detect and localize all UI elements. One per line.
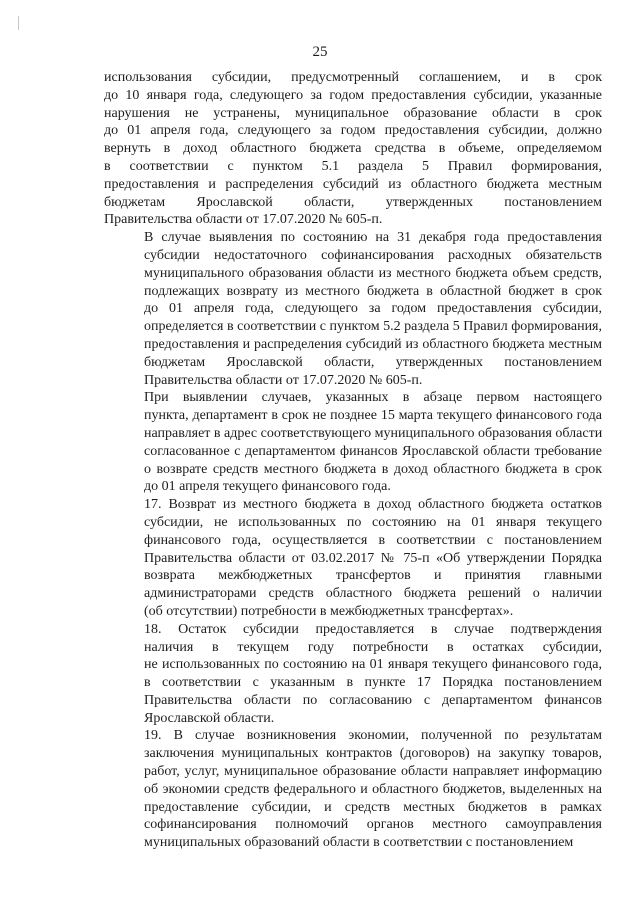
text-line: Правительства области от 17.07.2020 № 605-п.: [144, 372, 423, 388]
text-line: администраторами средств областного бюджета решений о наличии: [144, 586, 602, 602]
text-line: предоставления и распределения субсидий из областного бюджета местным: [104, 176, 602, 192]
text-line: использования субсидии, предусмотренный соглашением, и в срок: [104, 70, 602, 85]
scanner-side-mark: [626, 835, 634, 895]
text-line: подлежащих возврату из местного бюджета в областной бюджет в срок: [144, 283, 602, 299]
text-line: в соответствии с указанным в пункте 17 Порядка постановлением: [144, 675, 602, 691]
text-line: до 10 января года, следующего за годом предоставления субсидии, указанные: [104, 87, 602, 103]
paragraph: [104, 727, 602, 852]
text-line: 18. Остаток субсидии предоставляется в случае подтверждения: [144, 621, 602, 637]
text-line: о возврате средств местного бюджета в доход областного бюджета в срок: [144, 461, 602, 477]
text-line: возврата межбюджетных трансфертов и принятия главными: [144, 568, 602, 584]
text-line: согласованное с департаментом финансов Ярославской области требование: [144, 443, 602, 459]
text-line: Ярославской области.: [144, 710, 275, 726]
text-line: финансового года, осуществляется в соответствии с постановлением: [144, 532, 602, 548]
text-line: бюджетам Ярославской области, утвержденных постановлением: [144, 354, 602, 370]
text-line: до 01 апреля года, следующего за годом предоставления субсидии, должно: [104, 123, 602, 139]
paragraph: [104, 496, 602, 621]
document-body: [104, 69, 602, 852]
text-line: 17. Возврат из местного бюджета в доход областного бюджета остатков: [144, 497, 602, 513]
text-line: муниципальных образований области в соответствии с постановлением: [144, 835, 574, 851]
text-line: нарушения не устранены, муниципальное образование области в срок: [104, 105, 602, 121]
text-line: предоставление субсидии, и средств местных бюджетов в рамках: [144, 799, 602, 815]
text-line: софинансирования полномочий органов местного самоуправления: [144, 817, 602, 833]
text-line: определяется в соответствии с пунктом 5.2 раздела 5 Правил формирования,: [144, 319, 602, 335]
text-line: в соответствии с пунктом 5.1 раздела 5 Правил формирования,: [104, 158, 602, 174]
text-line: Правительства области от 17.07.2020 № 605-п.: [104, 212, 383, 228]
text-line: работ, услуг, муниципальное образование области направляет информацию: [144, 764, 602, 780]
paragraph: [104, 389, 602, 496]
text-line: направляет в адрес соответствующего муниципального образования области: [144, 425, 603, 441]
text-line: не использованных по состоянию на 01 января текущего финансового года,: [144, 657, 602, 673]
text-line: Правительства области от 03.02.2017 № 75-п «Об утверждении Порядка: [144, 550, 602, 566]
text-line: предоставления и распределения субсидий из областного бюджета местным: [144, 336, 602, 352]
text-line: 19. В случае возникновения экономии, полученной по результатам: [144, 728, 602, 744]
text-line: субсидии, не использованных по состоянию на 01 января текущего: [144, 514, 602, 530]
text-line: пункта, департамент в срок не позднее 15 марта текущего финансового года: [144, 408, 602, 424]
text-line: наличия в текущем году потребности в остатках субсидии,: [144, 639, 602, 655]
text-line: (об отсутствии) потребности в межбюджетных трансфертах».: [144, 603, 514, 619]
scan-artifact: [18, 16, 19, 30]
text-line: заключения муниципальных контрактов (договоров) на закупку товаров,: [144, 746, 602, 762]
text-line: При выявлении случаев, указанных в абзаце первом настоящего: [144, 390, 602, 406]
page-number: 25: [312, 44, 328, 60]
text-line: В случае выявления по состоянию на 31 декабря года предоставления: [144, 230, 602, 246]
text-line: до 01 апреля текущего финансового года.: [144, 479, 391, 495]
paragraph: [104, 621, 602, 728]
text-line: муниципального образования области из местного бюджета объем средств,: [144, 265, 602, 281]
text-line: об экономии средств федерального и областного бюджетов, выделенных на: [144, 781, 602, 797]
paragraph: [104, 229, 602, 389]
text-line: вернуть в доход областного бюджета средства в объеме, определяемом: [104, 141, 602, 157]
text-line: до 01 апреля года, следующего за годом предоставления субсидии,: [144, 301, 602, 317]
paragraph: [104, 69, 602, 229]
text-line: бюджетам Ярославской области, утвержденных постановлением: [104, 194, 602, 210]
text-line: субсидии недостаточного софинансирования расходных обязательств: [144, 247, 602, 263]
text-line: Правительства области по согласованию с департаментом финансов: [144, 692, 602, 708]
